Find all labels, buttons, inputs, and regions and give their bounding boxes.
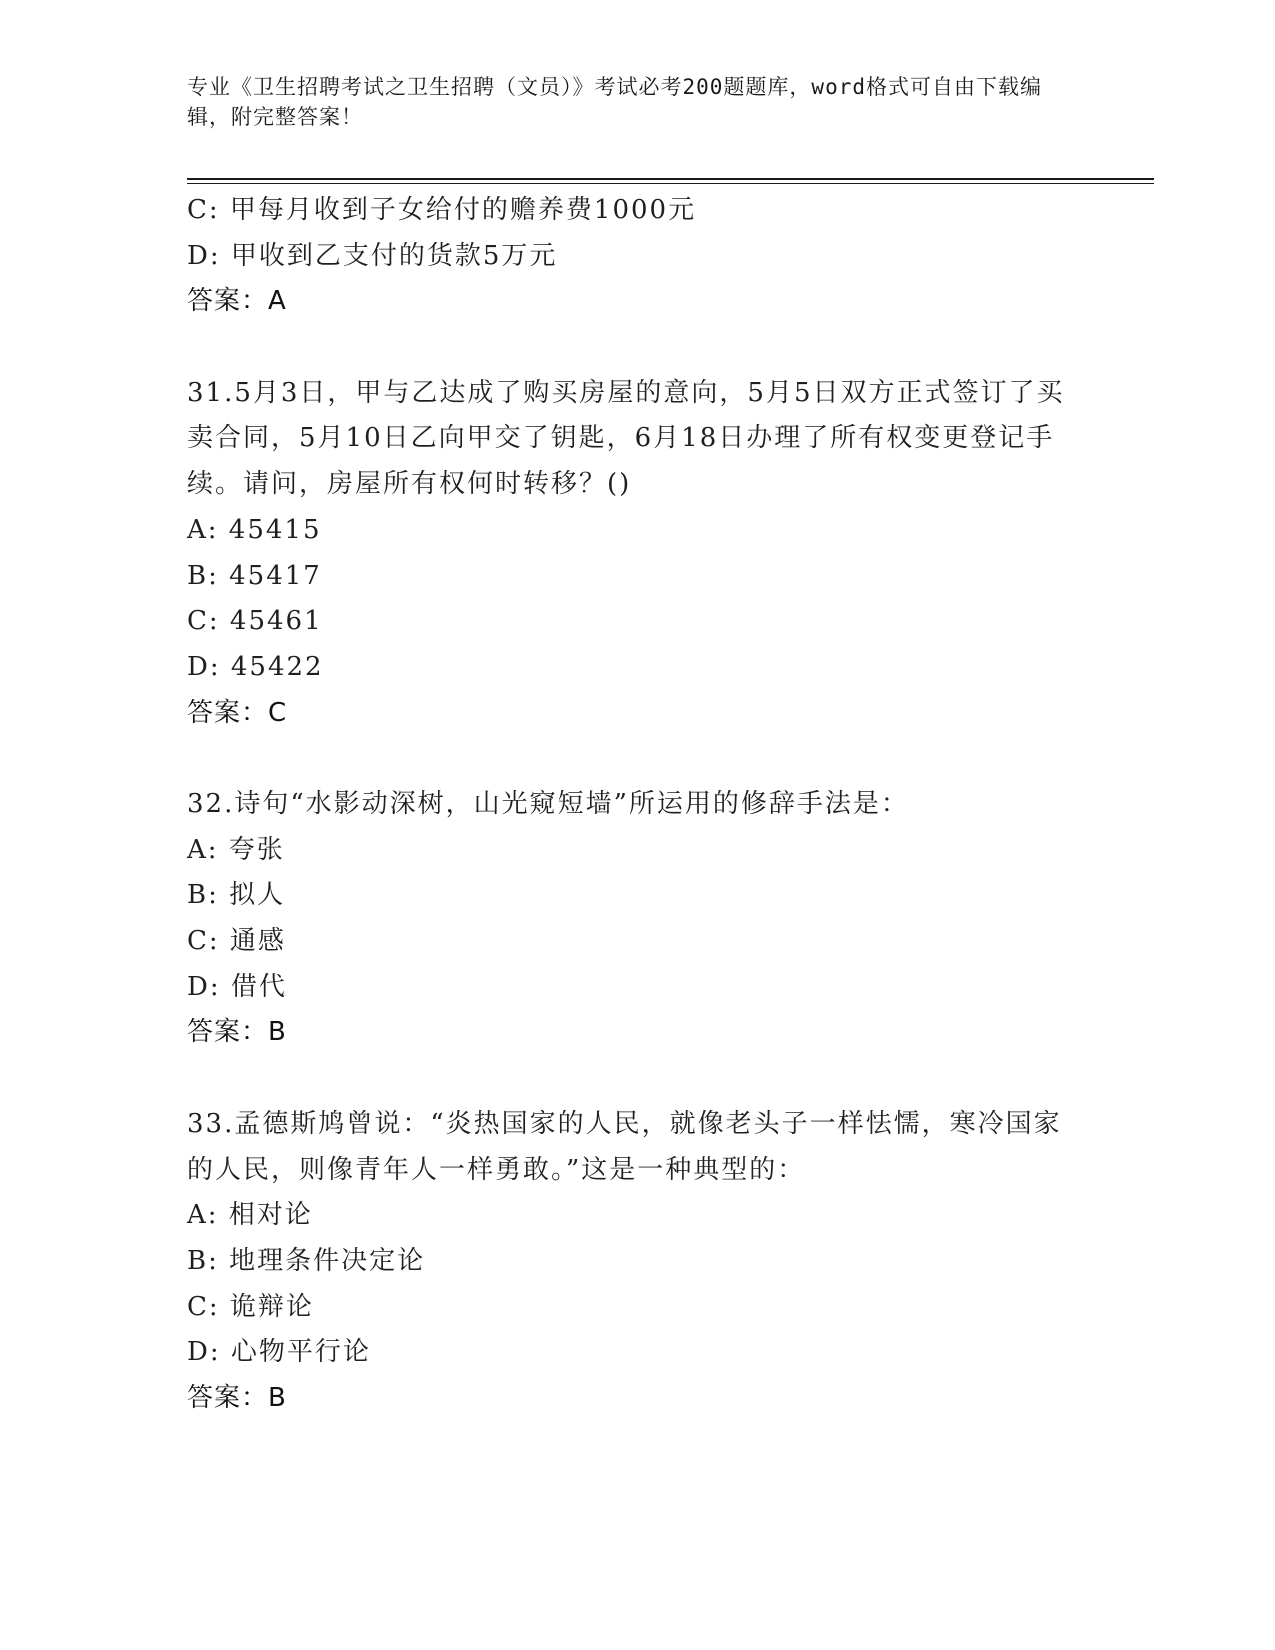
option-d: D: 借代 xyxy=(187,971,287,1002)
answer-line: 答案：C xyxy=(187,697,288,728)
option-b: B: 地理条件决定论 xyxy=(187,1245,426,1276)
option-d: D: 心物平行论 xyxy=(187,1337,371,1368)
spacer xyxy=(187,736,1087,782)
option-d: D: 45422 xyxy=(187,651,324,682)
document-header: 专业《卫生招聘考试之卫生招聘（文员）》考试必考200题题库，word格式可自由下载编辑，附完整答案！ xyxy=(187,75,1042,129)
question-stem: 32.诗句“水影动深树，山光窥短墙”所运用的修辞手法是： xyxy=(187,788,909,819)
option-c: C: 甲每月收到子女给付的赡养费1000元 xyxy=(187,195,697,225)
question-stem: 33.孟德斯鸠曾说：“炎热国家的人民，就像老头子一样怯懦，寒冷国家的人民，则像青年人一样勇敢。”这是一种典型的： xyxy=(187,1108,1062,1185)
option-c: C: 通感 xyxy=(187,926,286,957)
question-32 xyxy=(187,782,1087,1056)
option-b: B: 45417 xyxy=(187,560,322,591)
option-b: B: 拟人 xyxy=(187,880,286,911)
question-stem: 31.5月3日，甲与乙达成了购买房屋的意向，5月5日双方正式签订了买卖合同，5月10日乙向甲交了钥匙，6月18日办理了所有权变更登记手续。请问，房屋所有权何时转移？() xyxy=(187,377,1065,500)
answer-line: 答案：A xyxy=(187,286,287,317)
question-33 xyxy=(187,1102,1087,1422)
question-31 xyxy=(187,371,1087,737)
option-c: C: 45461 xyxy=(187,606,323,637)
answer-line: 答案：B xyxy=(187,1382,287,1413)
option-c: C: 诡辩论 xyxy=(187,1291,314,1322)
option-a: A: 45415 xyxy=(187,514,322,545)
continued-question xyxy=(187,188,1087,325)
spacer xyxy=(187,325,1087,371)
option-a: A: 相对论 xyxy=(187,1200,313,1231)
answer-line: 答案：B xyxy=(187,1017,287,1048)
question-list xyxy=(187,188,1087,1422)
option-a: A: 夸张 xyxy=(187,834,285,865)
spacer xyxy=(187,1056,1087,1102)
header-divider-thin xyxy=(187,183,1154,184)
option-d: D: 甲收到乙支付的货款5万元 xyxy=(187,240,558,271)
header-divider-thick xyxy=(187,178,1154,180)
